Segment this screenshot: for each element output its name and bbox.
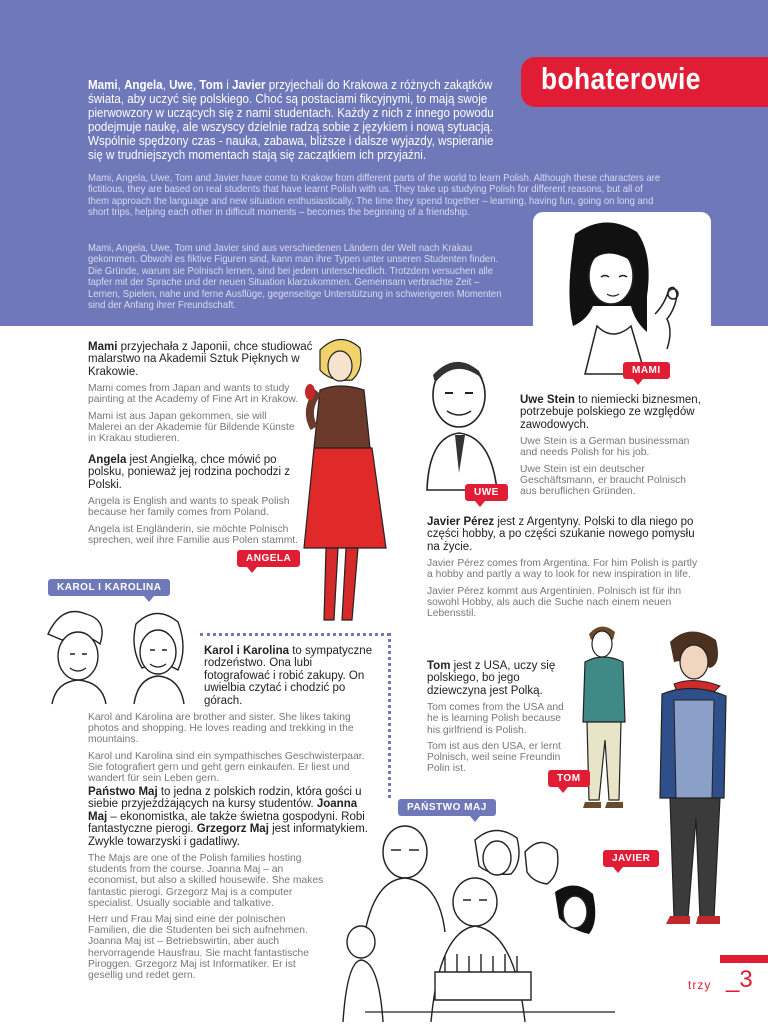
karol-name: Karol i Karolina (204, 645, 289, 657)
angela-en: Angela is English and wants to speak Polish because her family comes from Poland. (88, 496, 290, 519)
uwe-pl: to niemiecki biznesmen, potrzebuje polskiego ze względów zawodowych. (520, 394, 701, 431)
javier-en: Javier Pérez comes from Argentina. For him Polish is partly a hobby and partly a way to look for new inspiration in life. (427, 558, 698, 581)
mami-pl: przyjechała z Japonii, chce studiować malarstwo na Akademii Sztuk Pięknych w Krakowie. (88, 341, 313, 378)
maj-name: Państwo Maj (88, 786, 158, 798)
karol-karolina-block (88, 645, 373, 789)
intro-name-mami: Mami (88, 78, 118, 92)
tom-de: Tom ist aus den USA, er lernt Polnisch, weil seine Freundin Polin ist. (427, 740, 561, 775)
maj-en: The Majs are one of the Polish families hosting students from the course. Joanna Maj – an economist, but also a skilled housewife. She makes fantastic pierogi. Grzegorz Maj is a computer specialist. Usually sociable and talkative. (88, 853, 324, 909)
mami-de: Mami ist aus Japan gekommen, sie will Malerei an der Akademie für Bildende Künste in Krakau studieren. (88, 410, 295, 445)
tag-uwe: UWE (465, 484, 508, 501)
maj-de: Herr und Frau Maj sind eine der polnischen Familien, die die Studenten bei sich aufnehmen. Joanna Maj ist – Betriebswirtin, aber auch hervorragende Hausfrau. Sie macht fantastische Piroggen. Grzegorz Maj ist Informatiker. Er ist gesellig und redet gern. (88, 914, 309, 982)
page-title: bohaterowie (541, 61, 701, 96)
angela-pl: jest Angielką, chce mówić po polsku, ponieważ jej rodzina pochodzi z Polski. (88, 454, 291, 491)
intro-polish: Mami, Angela, Uwe, Tom i Javier przyjechali do Krakowa z różnych zakątków świata, aby uczyć się polskiego. Choć są postaciami fikcyjnymi, to mają swoje pierwowzory w uczących się z nami studentach. Każdy z nich z innego powodu podejmuje naukę, ale wszyscy dzielnie radzą sobie z językiem i nową sytuacją. Wspólnie spędzony czas - nauka, zabawa, bliższe i dalsze wyjazdy, wspieranie się w trudniejszych momentach stają się zaczątkiem ich przyjaźni. (88, 78, 494, 162)
uwe-illustration (415, 355, 515, 490)
tag-panstwo-maj: PAŃSTWO MAJ (398, 799, 496, 816)
angela-block (88, 454, 316, 551)
tom-name: Tom (427, 660, 451, 672)
angela-name: Angela (88, 454, 127, 466)
intro-name-javier: Javier (232, 78, 266, 92)
uwe-en: Uwe Stein is a German businessman and needs Polish for his job. (520, 436, 690, 459)
tag-mami: MAMI (623, 362, 670, 379)
javier-illustration (640, 628, 740, 948)
tag-angela: ANGELA (237, 550, 300, 567)
maj-pl-a: to jedna z polskich rodzin, która gości u siebie przyjeżdżających na kursy studentów. (88, 786, 362, 811)
divider-horizontal (200, 633, 390, 636)
javier-pl: jest z Argentyny. Polski to dla niego po części hobby, a po części szukanie nowego pomysłu na życie. (427, 516, 695, 553)
mami-name: Mami (88, 341, 118, 353)
karol-en: Karol and Karolina are brother and sister. She likes taking photos and shopping. He loves reading and trekking in the mountains. (88, 712, 354, 746)
karol-pl: to sympatyczne rodzeństwo. Ona lubi fotografować i robić zakupy. On uwielbia czytać i chodzić po górach. (204, 645, 373, 707)
intro-german: Mami, Angela, Uwe, Tom und Javier sind aus verschiedenen Ländern der Welt nach Krakau gekommen. Obwohl es fiktive Figuren sind, kann man ihre Typen unter unseren Studenten finden. Die Gründe, warum sie Polnisch lernen, sind bei jedem unterschiedlich. Trotzdem versuchen alle tapfer mit der Sprache und der neuen Situation klarzukommen. Gemeinsam verbrachte Zeit – Lernen, Spielen, nahe und ferne Ausflüge, gegenseitige Unterstützung in schwierigeren Momenten sind der Anfang ihrer Freundschaft. (88, 243, 502, 312)
page-word: trzy (688, 978, 712, 992)
tag-javier: JAVIER (603, 850, 659, 867)
intro-name-uwe: Uwe (169, 78, 193, 92)
maj-joanna-name: Joanna Maj (88, 798, 358, 823)
intro-polish-text: przyjechali do Krakowa z różnych zakątków świata, aby uczyć się polskiego. Choć są postaciami fikcyjnymi, to mają swoje pierwowzory w uczących się z nami studentach. Każdy z nich z innego powodu podejmuje naukę, ale wszyscy dzielnie radzą sobie z językiem i nową sytuacją. Wspólnie spędzony czas - nauka, zabawa, bliższe i dalsze wyjazdy, wspieranie się w trudniejszych momentach stają się zaczątkiem ich przyjaźni. (88, 78, 494, 162)
uwe-de: Uwe Stein ist ein deutscher Geschäftsmann, er braucht Polnisch aus beruflichen Gründen. (520, 463, 686, 498)
javier-block (427, 516, 704, 624)
intro-english: Mami, Angela, Uwe, Tom and Javier have come to Krakow from different parts of the world to learn Polish. Although these characters are fictitious, they are based on real students that have learnt Polish with us. They take up studying Polish for different reasons, but all of them approach the language and new situation enthusiastically. The time they spend together – learning, having fun, going on long and short trips, helping each other in difficult moments – becomes the beginning of a friendship. (88, 173, 661, 219)
folio-bar (720, 955, 768, 963)
uwe-block (520, 394, 704, 502)
maj-family-illustration (335, 822, 625, 1022)
title-tab (521, 57, 768, 107)
maj-block (88, 786, 373, 986)
tag-tom: TOM (548, 770, 590, 787)
tom-en: Tom comes from the USA and he is learning Polish because his girlfriend is Polish. (427, 702, 564, 736)
maj-pl-c: jest informatykiem. Zwykle towarzyski i gadatliwy. (88, 823, 368, 848)
maj-grzegorz-name: Grzegorz Maj (196, 823, 269, 836)
angela-illustration (290, 330, 400, 630)
page-number: _ 3 (726, 966, 753, 994)
mami-illustration (535, 214, 710, 374)
javier-de: Javier Pérez kommt aus Argentinien. Polnisch ist für ihn sowohl Hobby, als auch die Suche nach einem neuen Lebensstil. (427, 585, 682, 620)
maj-pl-b: – ekonomistka, ale także świetna gospodyni. Robi fantastyczne pierogi. (88, 810, 365, 836)
karol-de: Karol und Karolina sind ein sympathisches Geschwisterpaar. Sie fotografiert gern und geht gern einkaufen. Er liest und wandert für sein Leben gern. (88, 750, 365, 785)
divider-vertical (388, 633, 391, 798)
angela-de: Angela ist Engländerin, sie möchte Polnisch sprechen, weil ihre Familie aus Polen stammt. (88, 523, 299, 546)
javier-name: Javier Pérez (427, 516, 495, 528)
intro-name-tom: Tom (199, 78, 224, 92)
tag-karol-karolina: KAROL I KAROLINA (48, 579, 170, 596)
mami-en: Mami comes from Japan and wants to study painting at the Academy of Fine Art in Krakow. (88, 383, 299, 406)
tom-pl: jest z USA, uczy się polskiego, bo jego dziewczyna jest Polką. (427, 660, 556, 697)
intro-name-angela: Angela (124, 78, 163, 92)
tom-block (427, 660, 567, 779)
uwe-name: Uwe Stein (520, 394, 575, 406)
